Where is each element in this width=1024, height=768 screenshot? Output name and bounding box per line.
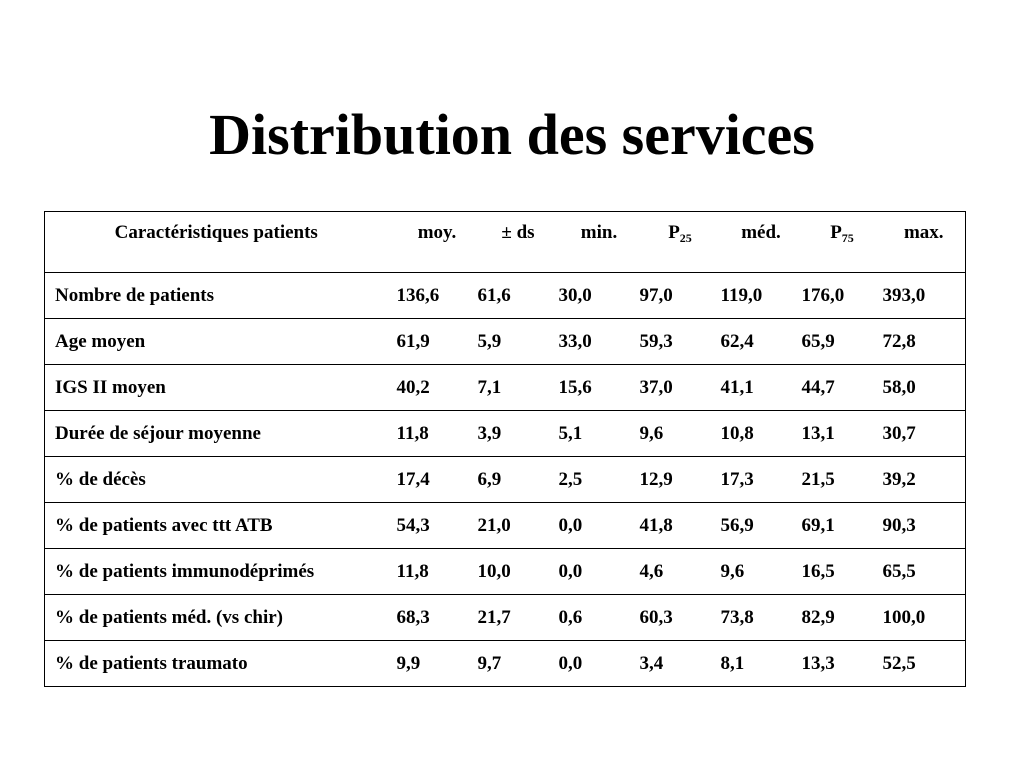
header-p25: $P_{25}$ [640,212,721,273]
row-label: % de décès [45,457,397,503]
cell-p25: 59,3 [640,319,721,365]
cell-mean: 17,4 [397,457,478,503]
cell-sd: 5,9 [478,319,559,365]
cell-max: 100,0 [883,595,966,641]
cell-min: 0,0 [558,652,583,674]
row-label: % de patients immunodéprimés [45,549,397,595]
cell-p75: 13,3 [801,652,835,674]
cell-sd: 21,7 [478,595,559,641]
cell-median: 73,8 [721,595,802,641]
cell-p25: 41,8 [640,503,721,549]
table-row [45,641,966,687]
header-p75: $P_{75}$ [802,212,883,273]
header-row [45,212,966,273]
header-median: méd. [721,212,802,273]
row-label: Age moyen [45,319,397,365]
cell-p75: 69,1 [802,503,883,549]
cell-median: 41,1 [721,365,802,411]
header-min: min. [559,212,640,273]
cell-median: 62,4 [721,319,802,365]
table-row [45,411,966,457]
cell-mean: 11,8 [397,549,478,595]
cell-median: 9,6 [721,549,802,595]
header-sd: ± ds [478,212,559,273]
cell-p25: 12,9 [640,457,721,503]
cell-p75: 44,7 [802,365,883,411]
cell-mean: 11,8 [397,411,478,457]
cell-sd: 6,9 [478,457,559,503]
cell-max: 39,2 [883,457,966,503]
cell-mean: 54,3 [397,503,478,549]
row-label: Durée de séjour moyenne [45,411,397,457]
cell-max: 52,5 [882,652,916,674]
cell-min: 0,0 [559,549,640,595]
header-max: max. [883,212,966,273]
header-characteristics: Caractéristiques patients [45,212,397,273]
cell-sd: 21,0 [478,503,559,549]
cell-p75: 82,9 [802,595,883,641]
cell-p75: 16,5 [802,549,883,595]
row-label: IGS II moyen [45,365,397,411]
cell-p25: 37,0 [640,365,721,411]
cell-mean: 136,6 [397,273,478,319]
cell-p75: 65,9 [802,319,883,365]
cell-mean: 40,2 [397,365,478,411]
cell-mean: 61,9 [397,319,478,365]
cell-p75: 21,5 [802,457,883,503]
cell-sd: 61,6 [478,273,559,319]
row-label: % de patients avec ttt ATB [45,503,397,549]
cell-mean: 9,9 [396,652,421,674]
cell-max: 58,0 [883,365,966,411]
statistics-table [44,211,966,687]
row-label: % de patients traumato [55,652,248,674]
cell-p25: 9,6 [640,411,721,457]
cell-median: 119,0 [721,273,802,319]
cell-sd: 7,1 [478,365,559,411]
table-row [45,595,966,641]
cell-min: 0,0 [559,503,640,549]
cell-sd: 3,9 [478,411,559,457]
table-row [45,365,966,411]
table-row [45,457,966,503]
cell-min: 30,0 [559,273,640,319]
cell-median: 56,9 [721,503,802,549]
cell-median: 17,3 [721,457,802,503]
row-label: Nombre de patients [45,273,397,319]
cell-max: 65,5 [883,549,966,595]
cell-min: 5,1 [559,411,640,457]
cell-max: 30,7 [883,411,966,457]
cell-median: 8,1 [720,652,745,674]
row-label: % de patients méd. (vs chir) [45,595,397,641]
cell-p25: 3,4 [639,652,664,674]
cell-p25: 4,6 [640,549,721,595]
cell-max: 90,3 [883,503,966,549]
cell-min: 33,0 [559,319,640,365]
cell-p25: 97,0 [640,273,721,319]
cell-sd: 10,0 [478,549,559,595]
cell-max: 393,0 [883,273,966,319]
cell-p75: 13,1 [802,411,883,457]
cell-sd: 9,7 [477,652,502,674]
cell-min: 0,6 [559,595,640,641]
cell-min: 15,6 [559,365,640,411]
cell-median: 10,8 [721,411,802,457]
cell-p75: 176,0 [802,273,883,319]
cell-min: 2,5 [559,457,640,503]
table-row [45,549,966,595]
slide-title: Distribution des services [209,102,815,167]
cell-p25: 60,3 [640,595,721,641]
table-row [45,319,966,365]
cell-max: 72,8 [883,319,966,365]
table-row [45,503,966,549]
cell-mean: 68,3 [397,595,478,641]
header-mean: moy. [397,212,478,273]
table-row [45,273,966,319]
